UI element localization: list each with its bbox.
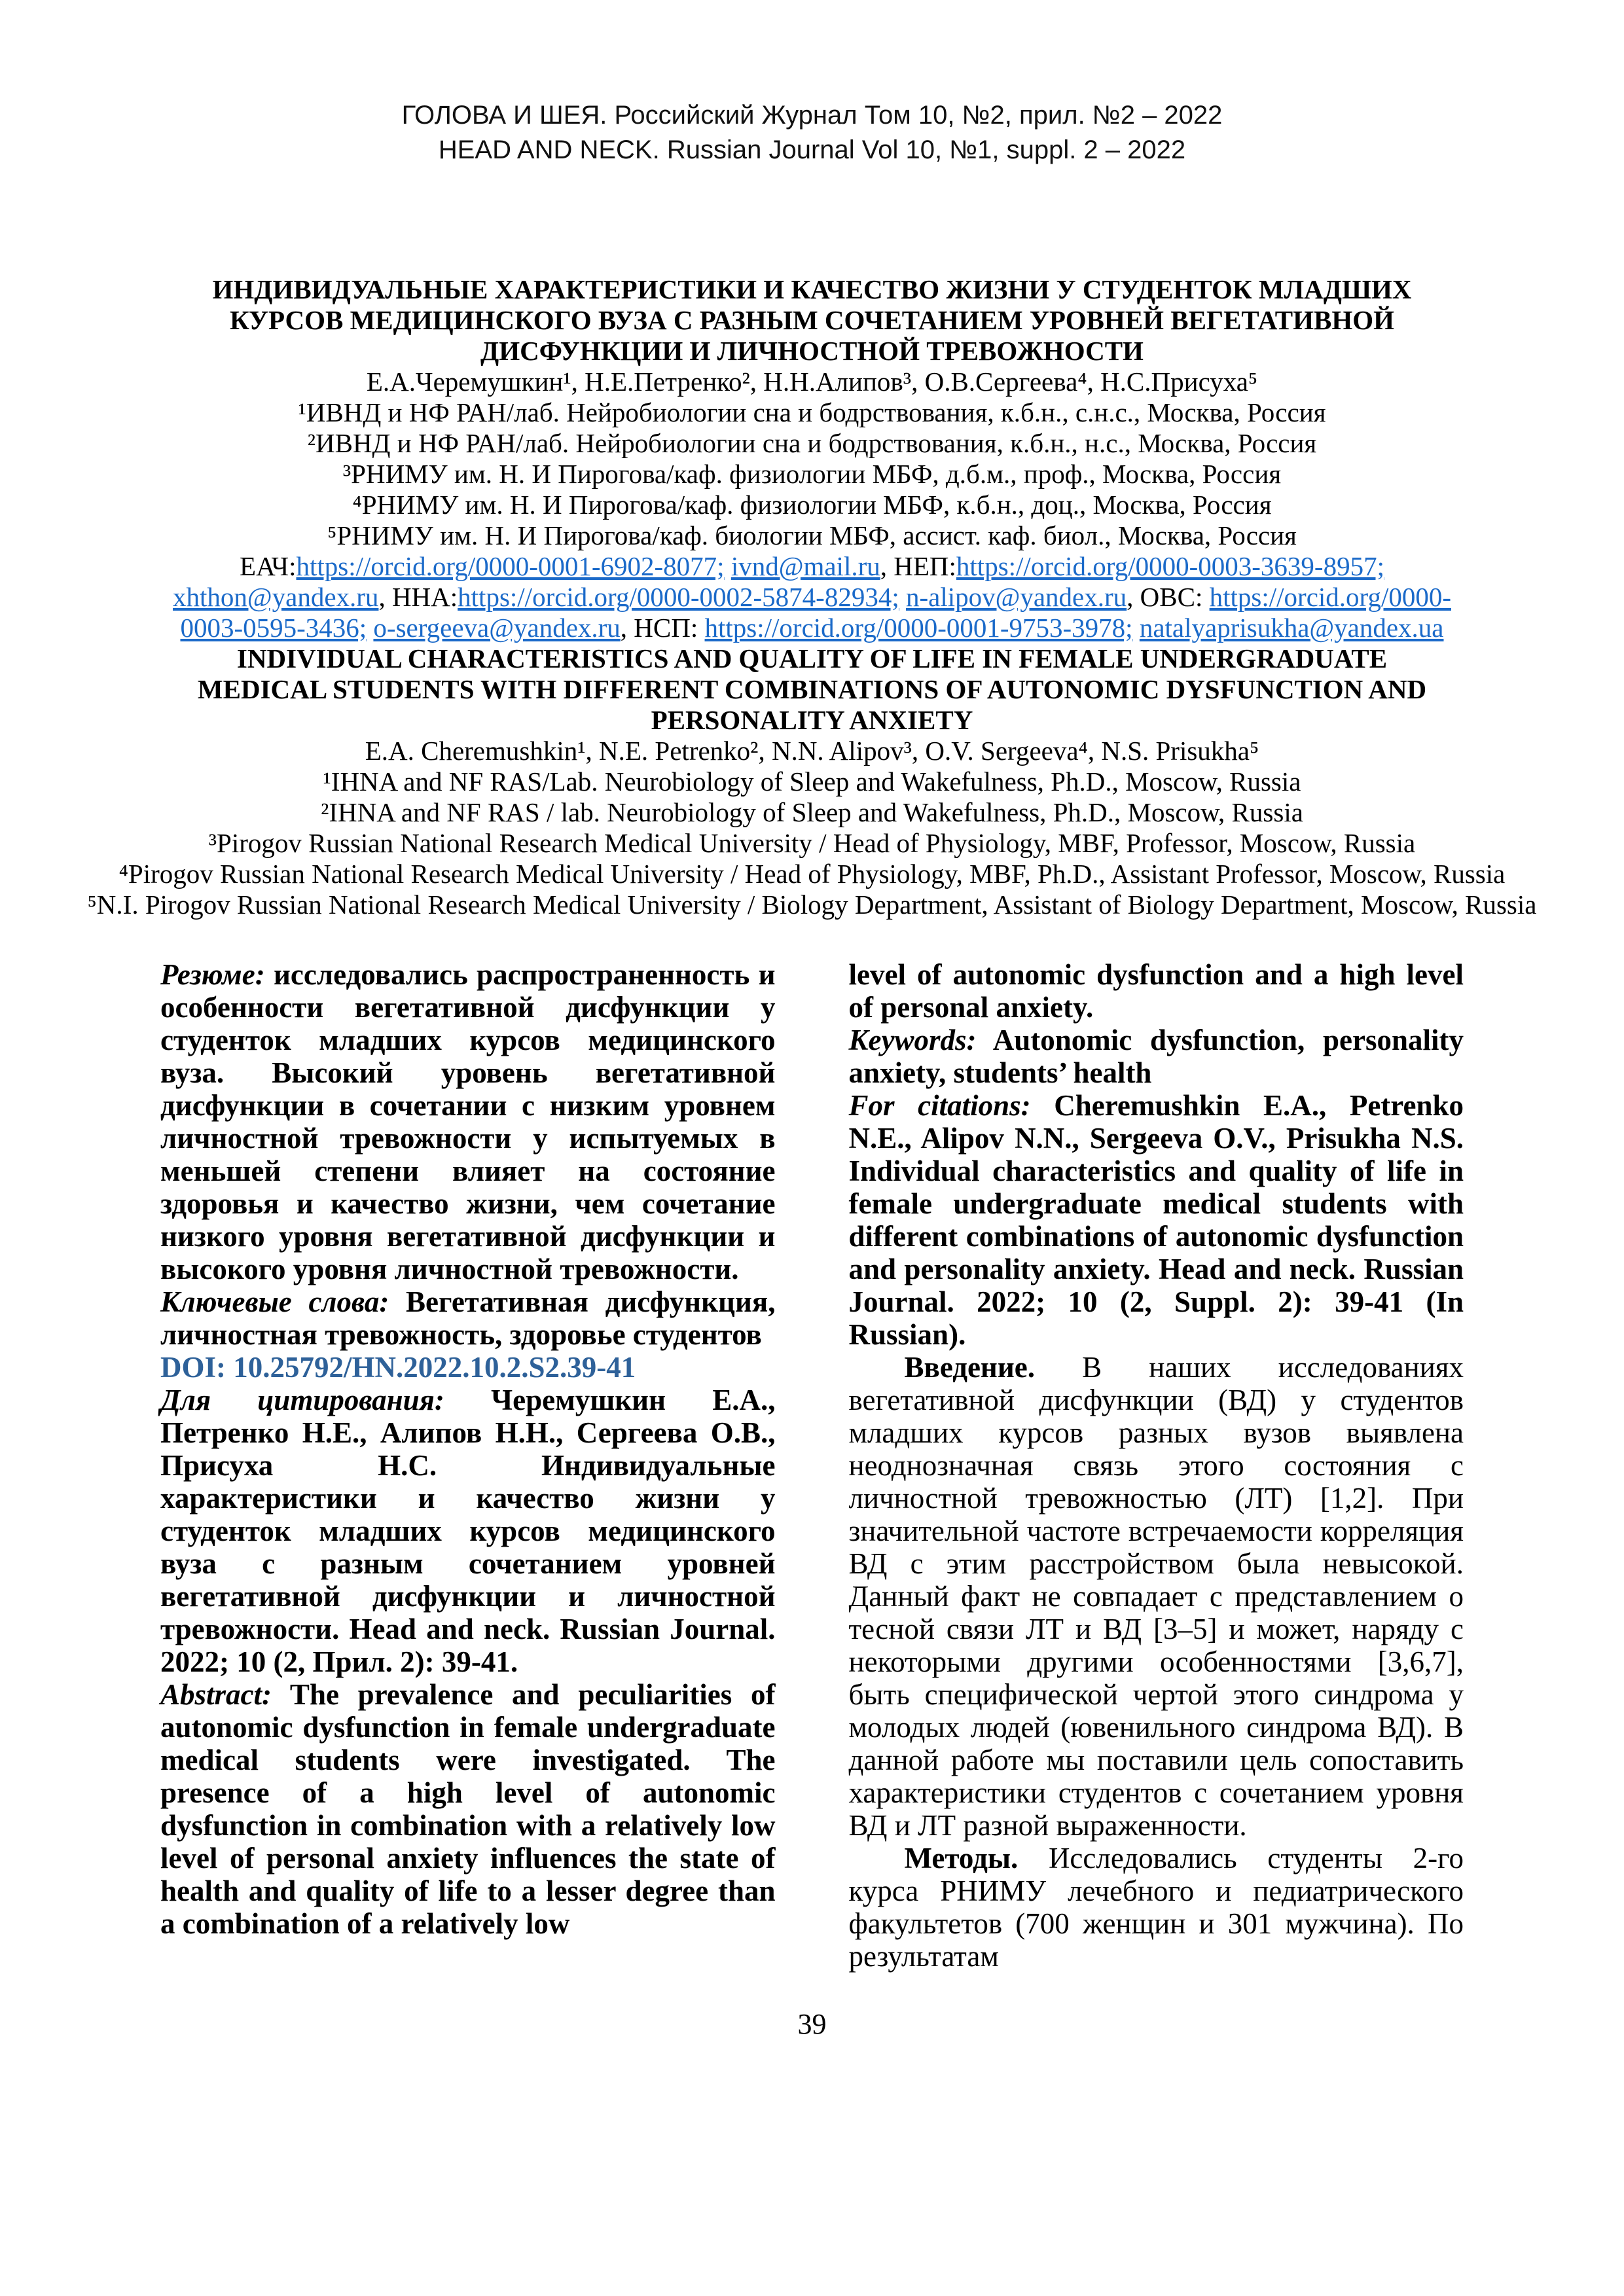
affiliation-en-item: ⁵N.I. Pirogov Russian National Research Medical University / Biology Department, Assistant of Biology Department, Moscow, Russia [87, 889, 1537, 920]
methods-paragraph [849, 1842, 1464, 1973]
contact-link[interactable]: https://orcid.org/0000-0001-6902-8077; [296, 551, 725, 581]
affiliation-en-item: ¹IHNA and NF RAS/Lab. Neurobiology of Sleep and Wakefulness, Ph.D., Moscow, Russia [323, 766, 1301, 797]
affiliation-ru-item: ²ИВНД и НФ РАН/лаб. Нейробиологии сна и бодрствования, к.б.н., н.с., Москва, Россия [307, 428, 1317, 458]
affiliation-ru-item: ³РНИМУ им. Н. И Пирогова/каф. физиологии МБФ, д.б.м., проф., Москва, Россия [342, 459, 1282, 489]
contact-link[interactable]: n-alipov@yandex.ru [905, 582, 1127, 612]
contact-link[interactable]: https://orcid.org/0000-0003-3639-8957; [956, 551, 1384, 581]
abstract-en-paragraph [160, 1678, 776, 1940]
contact-link[interactable]: https://orcid.org/0000-0003-0595-3436; [180, 582, 1451, 643]
front-matter [0, 274, 1624, 920]
affiliation-en-item: ²IHNA and NF RAS / lab. Neurobiology of Sleep and Wakefulness, Ph.D., Moscow, Russia [321, 797, 1303, 827]
keywords-ru-label: Ключевые слова: [160, 1285, 389, 1318]
running-head-line-ru: ГОЛОВА И ШЕЯ. Российский Журнал Том 10, №2, прил. №2 – 2022 [401, 101, 1223, 130]
abstract-en-continuation: level of autonomic dysfunction and a high level of personal anxiety. [848, 958, 1464, 1024]
contact-label: ЕАЧ: [240, 551, 297, 581]
affiliation-en-item: ³Pirogov Russian National Research Medical University / Head of Physiology, MBF, Professor, Moscow, Russia [208, 828, 1416, 858]
citation-ru-paragraph [160, 1384, 776, 1678]
contact-label [1133, 613, 1140, 643]
orcid-contact-links [171, 551, 1454, 643]
contact-label [899, 582, 906, 612]
contact-link[interactable]: natalyaprisukha@yandex.ua [1139, 613, 1444, 643]
citation-ru-label: Для цитирования: [160, 1384, 444, 1416]
abstract-en-text: The prevalence and peculiarities of autonomic dysfunction in female undergraduate medical students were investigated. The presence of a high level of autonomic dysfunction in combination with a relatively low level of personal anxiety influences the state of health and quality of life to a lesser degree than a combination of a relatively low [160, 1678, 776, 1940]
article-title-en: INDIVIDUAL CHARACTERISTICS AND QUALITY OF LIFE IN FEMALE UNDERGRADUATE MEDICAL STUDENTS WITH DIFFERENT COMBINATIONS OF AUTONOMIC DYSFUNCTION AND PERSONALITY ANXIETY [197, 643, 1427, 735]
affiliation-ru-item: ¹ИВНД и НФ РАН/лаб. Нейробиологии сна и бодрствования, к.б.н., с.н.с., Москва, Россия [298, 397, 1326, 427]
affiliation-ru-item: ⁵РНИМУ им. Н. И Пирогова/каф. биологии МБФ, ассист. каф. биол., Москва, Россия [327, 520, 1297, 550]
abstract-ru-paragraph [160, 958, 776, 1285]
article-title-ru: ИНДИВИДУАЛЬНЫЕ ХАРАКТЕРИСТИКИ И КАЧЕСТВО ЖИЗНИ У СТУДЕНТОК МЛАДШИХ КУРСОВ МЕДИЦИНСКОГО ВУЗА С РАЗНЫМ СОЧЕТАНИЕМ УРОВНЕЙ ВЕГЕТАТИВНОЙ ДИСФУНКЦИИ И ЛИЧНОСТНОЙ ТРЕВОЖНОСТИ [212, 274, 1412, 366]
body-columns [0, 958, 1624, 1973]
keywords-en-text: Autonomic dysfunction, personality anxiety, students’ health [848, 1024, 1464, 1089]
contact-label: , НЕП: [880, 551, 956, 581]
running-head [0, 0, 1624, 168]
keywords-ru-paragraph [160, 1285, 776, 1351]
methods-text: Исследовались студенты 2-го курса РНИМУ лечебного и педиатрического факультетов (700 женщин и 301 мужчина). По результатам [848, 1842, 1464, 1973]
introduction-paragraph [849, 1351, 1464, 1842]
introduction-label: Введение. [904, 1351, 1036, 1384]
contact-label: , НСП: [620, 613, 705, 643]
introduction-text: В наших исследованиях вегетативной дисфункции (ВД) у студентов младших курсов разных вузов выявлена неоднозначная связь этого состояния с личностной тревожностью (ЛТ) [1,2]. При значительной частоте встречаемости корреляция ВД с этим расстройством была невысокой. Данный факт не совпадает с представлением о тесной связи ЛТ и ВД [3–5] и может, наряду с некоторыми другими особенностями [3,6,7], быть специфической чертой этого синдрома у молодых людей (ювенильного синдрома ВД). В данной работе мы поставили цель сопоставить характеристики студентов с сочетанием уровня ВД и ЛТ разной выраженности. [848, 1351, 1464, 1842]
page-number: 39 [797, 2008, 827, 2040]
doi-line: DOI: 10.25792/HN.2022.10.2.S2.39-41 [160, 1351, 636, 1384]
right-column [849, 958, 1464, 1973]
contact-label [725, 551, 731, 581]
abstract-ru-text: исследовались распространенность и особенности вегетативной дисфункции у студенток младших курсов медицинского вуза. Высокий уровень вегетативной дисфункции в сочетании с низким уровнем личностной тревожности у испытуемых в меньшей степени влияет на состояние здоровья и качество жизни, чем сочетание низкого уровня вегетативной дисфункции и высокого уровня личностной тревожности. [160, 958, 776, 1285]
abstract-en-label: Abstract: [160, 1678, 272, 1711]
keywords-en-paragraph [849, 1024, 1464, 1089]
authors-ru: Е.А.Черемушкин¹, Н.Е.Петренко², Н.Н.Алипов³, О.В.Сергеева⁴, Н.С.Присуха⁵ [366, 367, 1258, 397]
keywords-en-label: Keywords: [848, 1024, 977, 1056]
citation-en-text: Cheremushkin E.A., Petrenko N.E., Alipov N.N., Sergeeva O.V., Prisukha N.S. Individual characteristics and quality of life in female undergraduate medical students with different combinations of autonomic dysfunction and personality anxiety. Head and neck. Russian Journal. 2022; 10 (2, Suppl. 2): 39-41 (In Russian). [848, 1089, 1464, 1351]
affiliation-ru-item: ⁴РНИМУ им. Н. И Пирогова/каф. физиологии МБФ, к.б.н., доц., Москва, Россия [352, 490, 1272, 520]
citation-en-label: For citations: [848, 1089, 1031, 1122]
contact-link[interactable]: xhthon@yandex.ru [172, 582, 379, 612]
keywords-ru-text: Вегетативная дисфункция, личностная тревожность, здоровье студентов [160, 1285, 776, 1351]
citation-en-paragraph [849, 1089, 1464, 1351]
contact-link[interactable]: https://orcid.org/0000-0001-9753-3978; [704, 613, 1133, 643]
contact-link[interactable]: o-sergeeva@yandex.ru [373, 613, 621, 643]
running-head-line-en: HEAD AND NECK. Russian Journal Vol 10, №1, suppl. 2 – 2022 [438, 135, 1186, 164]
contact-label: , ОВС: [1127, 582, 1210, 612]
left-column [160, 958, 776, 1973]
affiliation-en-item: ⁴Pirogov Russian National Research Medical University / Head of Physiology, MBF, Ph.D., Assistant Professor, Moscow, Russia [118, 859, 1506, 889]
contact-link[interactable]: ivnd@mail.ru [731, 551, 880, 581]
authors-en: E.A. Cheremushkin¹, N.E. Petrenko², N.N. Alipov³, O.V. Sergeeva⁴, N.S. Prisukha⁵ [365, 736, 1259, 766]
contact-label: , ННА: [378, 582, 458, 612]
contact-link[interactable]: https://orcid.org/0000-0002-5874-82934; [458, 582, 899, 612]
citation-ru-text: Черемушкин Е.А., Петренко Н.Е., Алипов Н.Н., Сергеева О.В., Присуха Н.С. Индивидуальные характеристики и качество жизни у студенток младших курсов медицинского вуза с разным сочетанием уровней вегетативной дисфункции и личностной тревожности. Head and neck. Russian Journal. 2022; 10 (2, Прил. 2): 39-41. [160, 1384, 776, 1678]
abstract-ru-label: Резюме: [160, 958, 265, 991]
methods-label: Методы. [904, 1842, 1019, 1874]
contact-label [367, 613, 373, 643]
